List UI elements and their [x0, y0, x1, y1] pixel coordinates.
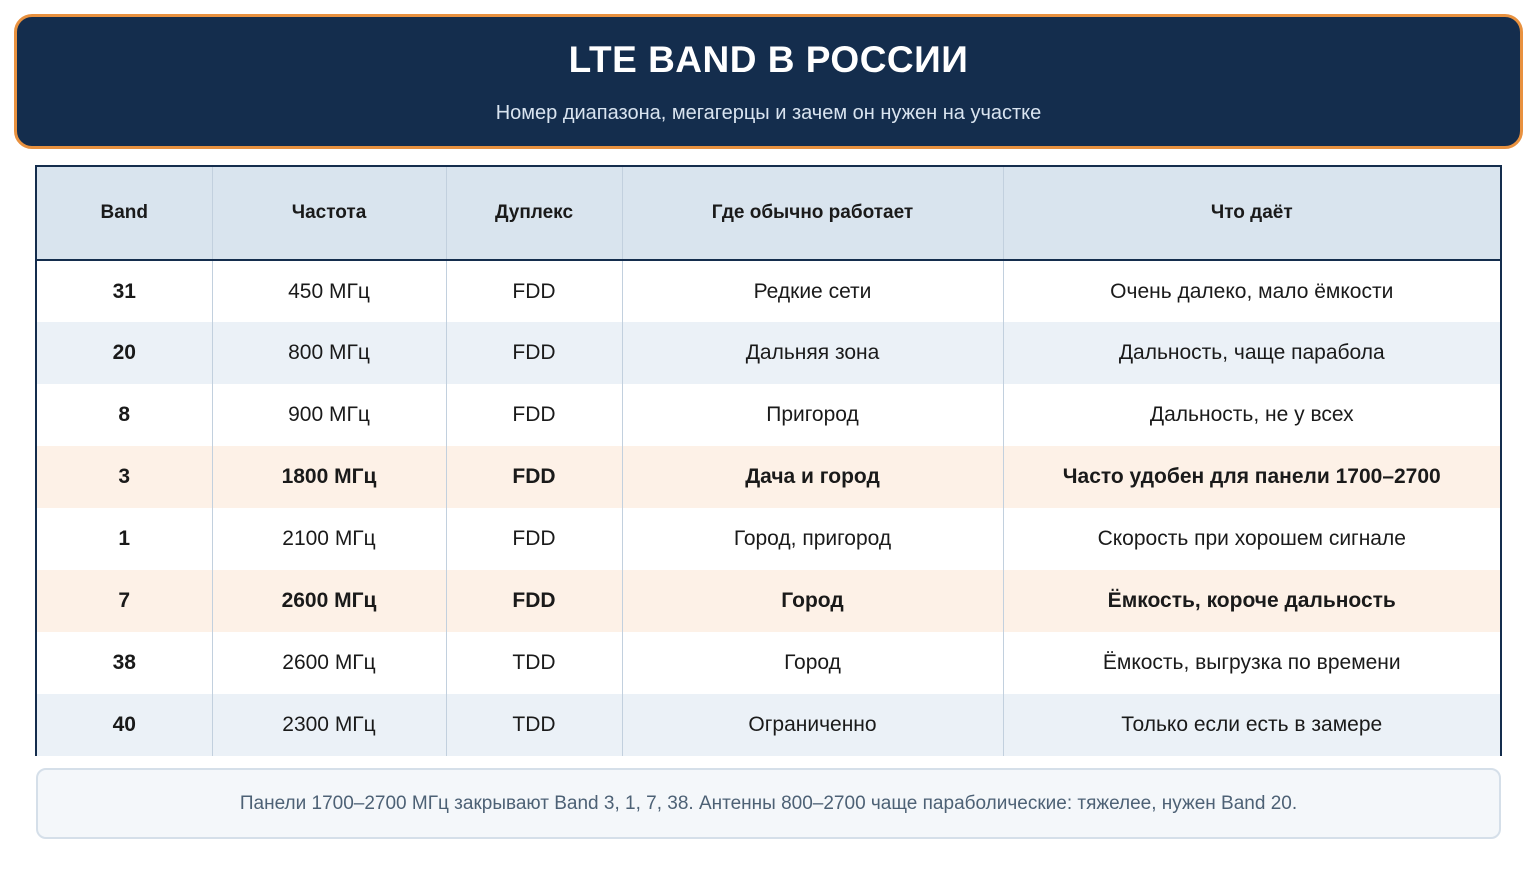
band-cell: 7	[37, 570, 212, 632]
table-row	[37, 384, 1500, 446]
table-header-row	[37, 167, 1500, 260]
duplex-cell: FDD	[446, 508, 622, 570]
band-cell: 40	[37, 694, 212, 756]
table-row	[37, 260, 1500, 322]
duplex-cell: FDD	[446, 384, 622, 446]
band-cell: 3	[37, 446, 212, 508]
band-cell: 8	[118, 403, 131, 426]
where-cell: Дача и город	[622, 446, 1003, 508]
table-row	[37, 322, 1500, 384]
table-row	[37, 694, 1500, 756]
table-row	[37, 632, 1500, 694]
frequency-cell: 2100 МГц	[212, 508, 446, 570]
column-header-gives: Что даёт	[1003, 167, 1500, 260]
where-cell: Редкие сети	[622, 260, 1003, 322]
column-header-where: Где обычно работает	[622, 167, 1003, 260]
band-cell: 20	[37, 322, 212, 384]
gives-cell: Дальность, не у всех	[1003, 384, 1500, 446]
column-header-frequency: Частота	[212, 167, 446, 260]
duplex-cell: TDD	[446, 694, 622, 756]
band-cell: 31	[112, 279, 136, 303]
page-header	[14, 14, 1523, 149]
frequency-cell: 2600 МГц	[212, 632, 446, 694]
lte-band-table	[35, 165, 1502, 756]
where-cell: Пригород	[622, 384, 1003, 446]
frequency-cell: 450 МГц	[212, 260, 446, 322]
duplex-cell: FDD	[446, 446, 622, 508]
where-cell: Город	[622, 632, 1003, 694]
duplex-cell: TDD	[446, 632, 622, 694]
gives-cell: Только если есть в замере	[1003, 694, 1500, 756]
table-row-highlighted	[37, 446, 1500, 508]
band-cell: 1	[118, 527, 131, 550]
gives-cell: Дальность, чаще парабола	[1003, 322, 1500, 384]
gives-cell: Очень далеко, мало ёмкости	[1003, 260, 1500, 322]
frequency-cell: 1800 МГц	[212, 446, 446, 508]
page-subtitle: Номер диапазона, мегагерцы и зачем он нужен на участке	[495, 102, 1042, 124]
where-cell: Город	[622, 570, 1003, 632]
gives-cell: Часто удобен для панели 1700–2700	[1003, 446, 1500, 508]
column-header-duplex: Дуплекс	[446, 167, 622, 260]
where-cell: Город, пригород	[622, 508, 1003, 570]
frequency-cell: 2300 МГц	[212, 694, 446, 756]
frequency-cell: 800 МГц	[212, 322, 446, 384]
band-cell: 38	[112, 651, 136, 674]
gives-cell: Ёмкость, выгрузка по времени	[1003, 632, 1500, 694]
page-title: LTE BAND В РОССИИ	[568, 39, 969, 80]
duplex-cell: FDD	[446, 570, 622, 632]
footnote: Панели 1700–2700 МГц закрывают Band 3, 1, 7, 38. Антенны 800–2700 чаще параболические: тяжелее, нужен Band 20.	[36, 768, 1501, 839]
frequency-cell: 2600 МГц	[212, 570, 446, 632]
where-cell: Ограниченно	[622, 694, 1003, 756]
duplex-cell: FDD	[446, 260, 622, 322]
gives-cell: Ёмкость, короче дальность	[1003, 570, 1500, 632]
where-cell: Дальняя зона	[622, 322, 1003, 384]
duplex-cell: FDD	[446, 322, 622, 384]
table-row	[37, 508, 1500, 570]
frequency-cell: 900 МГц	[212, 384, 446, 446]
table-row-highlighted	[37, 570, 1500, 632]
gives-cell: Скорость при хорошем сигнале	[1003, 508, 1500, 570]
column-header-band: Band	[37, 167, 212, 260]
